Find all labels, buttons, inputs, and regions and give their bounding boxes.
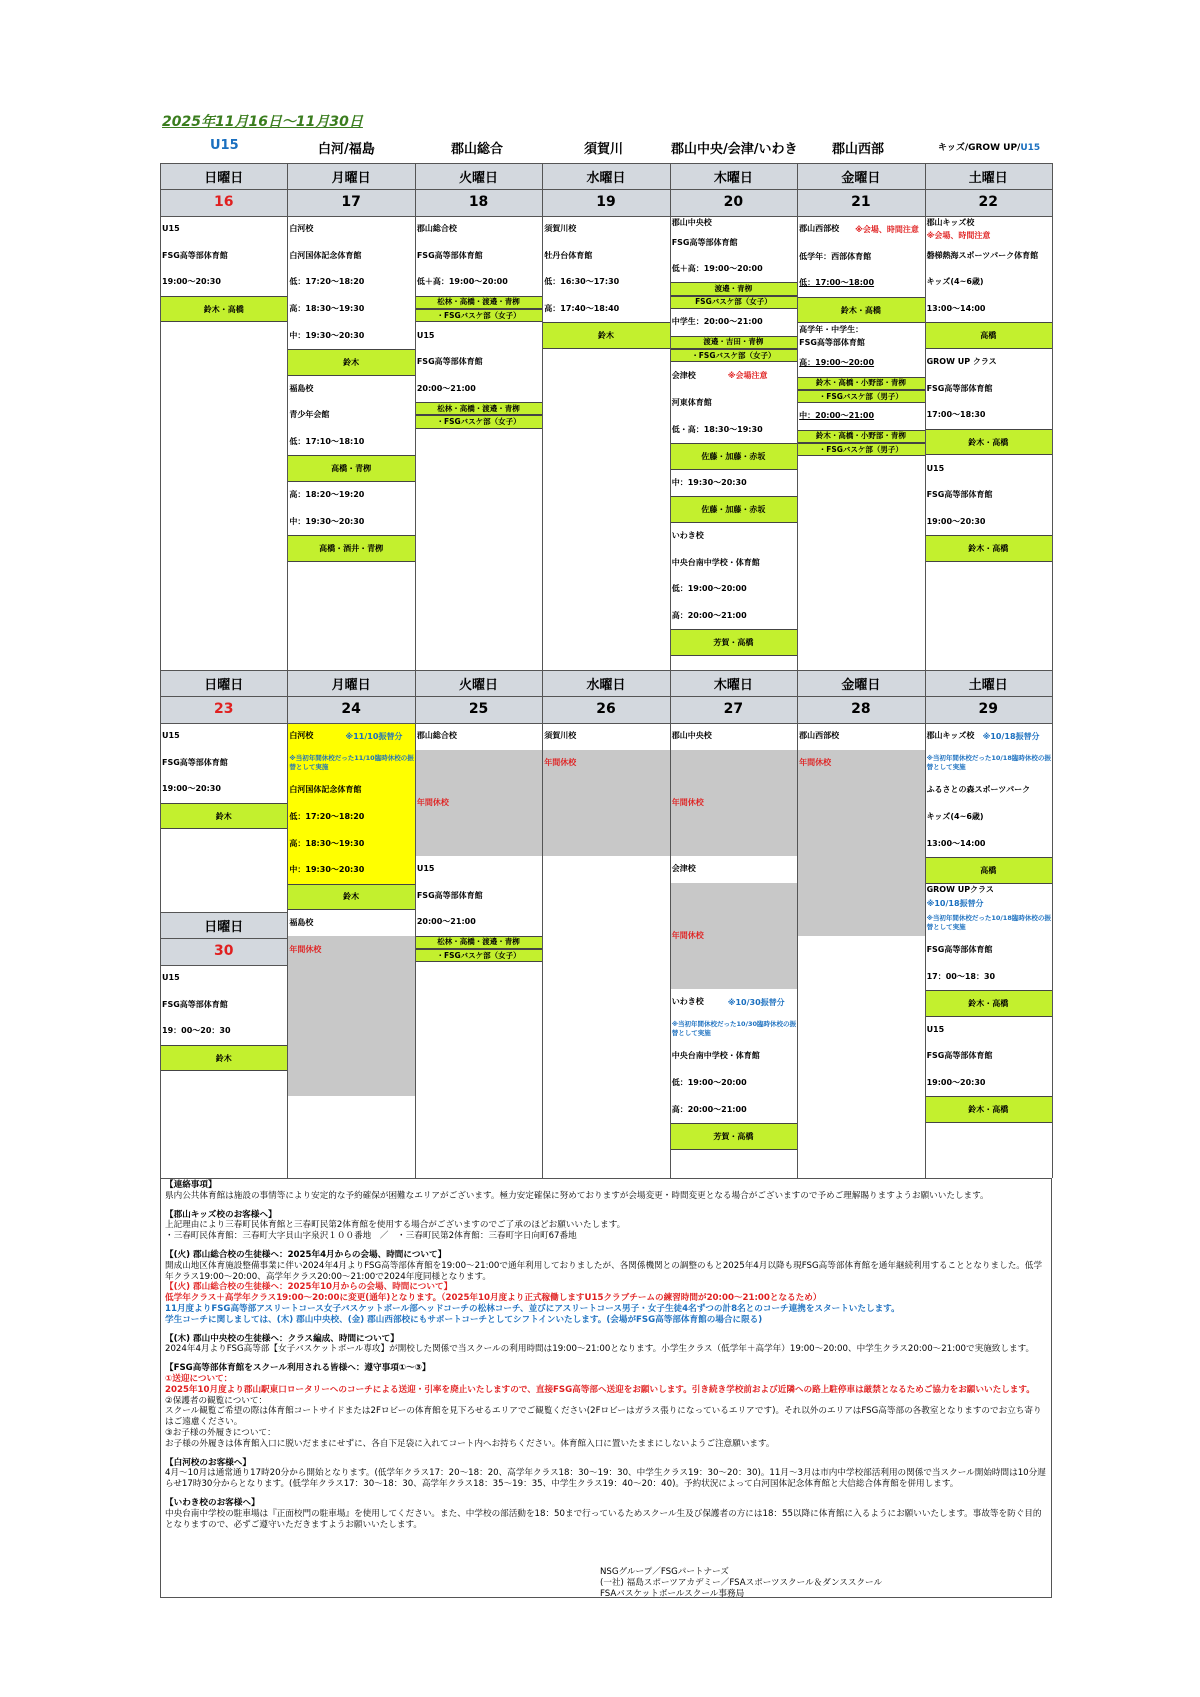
date-label: 17	[341, 194, 361, 210]
day-cell	[670, 216, 797, 656]
weekday-label: 日曜日	[204, 678, 244, 693]
grid-line	[1052, 163, 1053, 1178]
weekday-label: 土曜日	[968, 678, 1008, 693]
schedule-line: 低：17:10～18:10	[289, 437, 365, 447]
schedule-line: 会津校	[671, 864, 696, 874]
schedule-line: 19:00～20:30	[926, 1078, 986, 1088]
note-heading: 【FSG高等部体育館をスクール利用される皆様へ：遵守事項①～③】	[165, 1363, 431, 1374]
schedule-line: 17：00～18：30	[926, 971, 996, 981]
schedule-line: FSG高等部体育館	[162, 999, 228, 1009]
signature-line: NSGグループ／FSGパートナーズ	[600, 1567, 729, 1577]
signature-line: (一社) 福島スポーツアカデミー／FSAスポーツスクール＆ダンススクール	[600, 1578, 883, 1588]
schedule-line: FSG高等部体育館	[162, 757, 228, 767]
note-text-red: 2025年10月度より郡山駅東口ロータリーへのコーチによる送迎・引率を廃止いたしますので、直接FSG高等部へ送迎をお願いします。引き続き学校前および近隣への路上駐停車は厳禁となるためご協力をお願いいたします。	[165, 1384, 1035, 1395]
schedule-line: 須賀川校	[544, 731, 577, 741]
schedule-line: 低＋高：19:00～20:00	[671, 264, 763, 274]
branch-legend	[160, 136, 1052, 158]
schedule-line: 高学年・中学生：	[799, 325, 864, 335]
weekday-label: 水曜日	[586, 678, 626, 693]
grid-line	[160, 670, 1052, 671]
schedule-line: 中学生：20:00～21:00	[671, 317, 763, 327]
schedule-line: 低・高：18:30～19:30	[671, 424, 763, 434]
schedule-line: いわき校	[671, 531, 704, 541]
schedule-line: ※当初年間休校だった10/18臨時休校の振替として実施	[926, 913, 1051, 931]
day-cell	[415, 216, 542, 429]
schedule-line: 白河国体記念体育館	[289, 250, 362, 260]
schedule-line: 年間休校	[544, 757, 577, 767]
schedule-line: 中央台南中学校・体育館	[671, 1051, 760, 1061]
branch-kids-growup-u15: キッズ/GROW UP/U15	[938, 143, 1041, 153]
schedule-line: いわき校	[671, 997, 704, 1007]
schedule-line: 郡山中央校	[671, 731, 712, 741]
schedule-line: GROW UPクラス	[926, 885, 994, 895]
schedule-line: 高：18:20～19:20	[289, 490, 365, 500]
branch-koriyama-sogo: 郡山総合	[451, 142, 504, 157]
branch-shirakawa-fukushima: 白河/福島	[318, 142, 375, 157]
schedule-line: U15	[416, 330, 435, 340]
schedule-line: 高：20:00～21:00	[671, 1104, 747, 1114]
date-label: 28	[851, 701, 871, 717]
schedule-line: 中：20:00～21:00	[799, 411, 875, 421]
weekday-label: 月曜日	[331, 171, 371, 186]
date-label: 23	[213, 701, 234, 717]
note-heading: 【いわき校のお客様へ】	[165, 1497, 260, 1508]
schedule-line: 13:00～14:00	[926, 304, 986, 314]
staff-label: ・FSGバスケ部（女子）	[415, 949, 542, 962]
schedule-line: ※10/18振替分	[926, 898, 984, 908]
schedule-line: 郡山中央校	[671, 217, 712, 227]
schedule-line: 19:00～20:30	[926, 516, 986, 526]
staff-label: 鈴木	[160, 803, 287, 830]
schedule-line: 中央台南中学校・体育館	[671, 557, 760, 567]
schedule-line: 河東体育館	[671, 398, 712, 408]
closed-block	[797, 750, 924, 936]
weekday-label: 木曜日	[713, 678, 753, 693]
schedule-line: 高：20:00～21:00	[671, 610, 747, 620]
grid-line	[160, 696, 1052, 697]
schedule-line: 郡山西部校	[799, 224, 840, 234]
note-text: 県内公共体育館は施設の事情等により安定的な予約確保が困難なエリアがございます。極力安定確保に努めておりますが会場変更・時間変更となる場合がございますので予めご理解賜りますようお願いいたします。	[165, 1190, 989, 1201]
schedule-line: U15	[162, 731, 180, 741]
note-text: ②保護者の観覧について：	[165, 1395, 268, 1406]
schedule-line: FSG高等部体育館	[416, 890, 483, 900]
schedule-line: 会津校	[671, 370, 696, 380]
branch-koriyama-chuo-aizu-iwaki: 郡山中央/会津/いわき	[671, 142, 798, 157]
schedule-line: 白河校	[289, 224, 314, 234]
weekday-label: 火曜日	[459, 678, 499, 693]
schedule-line: ※10/30振替分	[727, 998, 785, 1008]
schedule-line: 13:00～14:00	[926, 838, 986, 848]
schedule-line: 低：17:20～18:20	[289, 277, 365, 287]
staff-label: 松林・高橋・渡邉・青栁	[415, 402, 542, 415]
schedule-line: 19:00～20:30	[162, 784, 221, 794]
note-text: ③お子様の外履きについて：	[165, 1427, 276, 1438]
schedule-line: 中：19:30～20:30	[671, 477, 747, 487]
note-heading: 【(火) 郡山総合校の生徒様へ：2025年4月からの会場、時間について】	[165, 1249, 447, 1260]
schedule-period-title: 2025年11月16日～11月30日	[162, 114, 363, 130]
staff-label: 鈴木・高橋	[160, 296, 287, 323]
schedule-line: ※当初年間休校だった10/18臨時休校の振替として実施	[926, 754, 1051, 772]
schedule-line: 19:00～20:30	[162, 277, 221, 287]
weekday-label: 木曜日	[713, 171, 753, 186]
date-label: 29	[978, 701, 999, 717]
schedule-line: 17:00～18:30	[926, 410, 986, 420]
schedule-line: 低学年：西部体育館	[799, 251, 872, 261]
day-cell	[415, 723, 542, 962]
staff-label: 高橋	[925, 857, 1052, 884]
branch-koriyama-seibu: 郡山西部	[832, 142, 885, 157]
weekday-label: 日曜日	[204, 171, 244, 186]
staff-label: ・FSGバスケ部（女子）	[670, 349, 797, 362]
weekday-label: 金曜日	[841, 171, 881, 186]
schedule-line: U15	[416, 864, 435, 874]
date-label: 27	[723, 701, 744, 717]
note-text: 中央台南中学校の駐車場は『正面校門の駐車場』を使用してください。また、中学校の部活動を18：50まで行っているためスクール生及び保護者の方には18：55以降に体育館に入るようにお願いいたします。事故等を防ぐ目的となりますので、必ずご遵守いただきますようお願いいたします。	[165, 1508, 1042, 1530]
note-text: 4月～10月は通常通り17時20分から開始となります。(低学年クラス17：20～18：20、高学年クラス18：30～19：30、中学生クラス19：30～20：30)。11月～3月は市内中学校部活利用の関係で当スクール開始時間は10分遅らせ17時30分からとなります。(低学年クラス17：30～18：30、高学年クラス18：35～19：35、中学生クラス19：40～20：40)。予約状況によって白河国体記念体育館と大信総合体育館を併用します。	[165, 1468, 1046, 1490]
note-heading: 【郡山キッズ校のお客様へ】	[165, 1209, 277, 1220]
date-label: 24	[341, 701, 361, 717]
staff-label: 松林・高橋・渡邉・青栁	[415, 936, 542, 949]
schedule-line: FSG高等部体育館	[162, 250, 228, 260]
schedule-line: 須賀川校	[544, 224, 577, 234]
date-label: 18	[468, 194, 489, 210]
staff-label: 高橋	[925, 322, 1052, 349]
note-text-blue: 11月度よりFSG高等部アスリートコース女子バスケットボール部ヘッドコーチの松林コーチ、並びにアスリートコース男子・女子生徒4名ずつの計8名とのコーチ連携をスタートいたします。	[165, 1303, 900, 1314]
schedule-line: U15	[926, 1024, 945, 1034]
schedule-line: 低：19:00～20:00	[671, 1078, 747, 1088]
date-label: 20	[723, 194, 744, 210]
schedule-line: FSG高等部体育館	[671, 237, 738, 247]
schedule-line: 郡山キッズ校	[926, 217, 975, 227]
day-cell	[287, 216, 414, 562]
staff-label: ・FSGバスケ部（男子）	[797, 443, 924, 456]
note-text-blue: 学生コーチに関しましては、(木) 郡山中央校、(金) 郡山西部校にもサポートコーチとしてシフトインいたします。(会場がFSG高等部体育館の場合に限る)	[165, 1314, 763, 1325]
schedule-line: FSG高等部体育館	[416, 357, 483, 367]
schedule-line: ※当初年間休校だった11/10臨時休校の振替として実施	[289, 754, 414, 772]
staff-label: 鈴木・高橋	[797, 297, 924, 324]
day-cell	[542, 723, 669, 776]
signature-line: FSAバスケットボールスクール事務局	[600, 1589, 745, 1599]
staff-label: 渡邉・青栁	[670, 282, 797, 295]
schedule-line: 郡山キッズ校	[926, 731, 975, 741]
grid-line	[160, 912, 287, 913]
note-heading: 【(木) 郡山中央校の生徒様へ：クラス編成、時間について】	[165, 1333, 399, 1344]
schedule-line: 年間休校	[416, 797, 449, 807]
note-text-red: ①送迎について：	[165, 1373, 233, 1384]
schedule-line: 年間休校	[671, 797, 704, 807]
schedule-line: ※11/10振替分	[345, 732, 403, 742]
date-label: 21	[851, 194, 871, 210]
schedule-line: 低：16:30～17:30	[544, 277, 620, 287]
schedule-line: GROW UP クラス	[926, 357, 997, 367]
note-heading: 【白河校のお客様へ】	[165, 1457, 251, 1468]
schedule-line: 白河国体記念体育館	[289, 785, 362, 795]
note-heading-red: 【(火) 郡山総合校の生徒様へ：2025年10月からの会場、時間について】	[165, 1282, 453, 1293]
date-label: 22	[978, 194, 999, 210]
day-cell	[670, 723, 797, 1150]
staff-label: 鈴木	[287, 884, 414, 911]
staff-label: 鈴木・高橋	[925, 1096, 1052, 1123]
weekday-label: 火曜日	[459, 171, 499, 186]
note-text: 開成山地区体育施設整備事業に伴い2024年4月よりFSG高等部体育館を19:00～21:00で通年利用しておりましたが、各関係機関との調整のもと2025年4月以降も現FSG高等部体育館を通年継続利用することとなりました。低学年クラス19:00～20:00、高学年クラス20:00～21:00で2024年度同様となります。	[165, 1260, 1043, 1282]
schedule-line: 磐梯熱海スポーツパーク体育館	[926, 250, 1039, 260]
schedule-line: 高：19:00～20:00	[799, 358, 875, 368]
staff-label: 鈴木	[160, 1045, 287, 1072]
staff-label: 鈴木・高橋	[925, 535, 1052, 562]
weekday-label: 土曜日	[968, 171, 1008, 186]
schedule-line: 白河校	[289, 731, 314, 741]
note-text-red: 低学年クラス＋高学年クラス19:00～20:00に変更(通年)となります。（2025年10月度より正式稼働しますU15クラブチームの練習時間が20:00～21:00となるため）	[165, 1293, 822, 1304]
schedule-line: ※10/18振替分	[982, 732, 1040, 742]
weekday-label: 水曜日	[586, 171, 626, 186]
schedule-line: キッズ(4~6歳)	[926, 277, 984, 287]
note-text: お子様の外履きは体育館入口に脱いだままにせずに、各自下足袋に入れてコート内へお持ちください。体育館入口に置いたままにしないようご注意願います。	[165, 1438, 775, 1449]
schedule-line: 福島校	[289, 918, 314, 928]
schedule-line: 19：00～20：30	[162, 1026, 231, 1036]
grid-line	[160, 163, 1052, 164]
schedule-line: ※会場、時間注意	[926, 230, 991, 240]
staff-label: FSGバスケ部（女子）	[670, 296, 797, 309]
staff-label: 芳賀・高橋	[670, 629, 797, 656]
staff-label: ・FSGバスケ部（女子）	[415, 415, 542, 428]
schedule-line: 年間休校	[289, 945, 322, 955]
date-label: 16	[213, 194, 234, 210]
note-text: ・三春町民体育館：三春町大字貝山字泉沢１００番地 ／ ・三春町民第2体育館：三春町字日向町67番地	[165, 1231, 577, 1242]
schedule-line: 郡山総合校	[416, 224, 457, 234]
schedule-line: 郡山総合校	[416, 731, 457, 741]
note-text: スクール観覧ご希望の際は体育館コートサイドまたは2Fロビーの体育館を見下ろせるエリアでご観覧ください(2Fロビーはガラス張りになっているエリアです)。それ以外のエリアはFSG高等部の各教室となりますのでお立ち寄りはご遠慮ください。	[165, 1406, 1042, 1428]
day-cell	[925, 216, 1052, 562]
day-cell	[287, 723, 414, 963]
schedule-line: 牡丹台体育館	[544, 250, 593, 260]
date-label: 30	[213, 943, 234, 959]
schedule-line: 低：19:00～20:00	[671, 584, 747, 594]
weekday-label: 金曜日	[841, 678, 881, 693]
schedule-line: U15	[162, 973, 180, 983]
day-cell	[797, 723, 924, 776]
note-heading: 【連絡事項】	[165, 1180, 217, 1190]
schedule-line: キッズ(4~6歳)	[926, 812, 984, 822]
schedule-line: FSG高等部体育館	[926, 490, 993, 500]
date-label: 26	[596, 701, 616, 717]
day-cell	[542, 216, 669, 349]
schedule-line: FSG高等部体育館	[799, 338, 865, 348]
schedule-line: 20:00～21:00	[416, 917, 476, 927]
branch-sukagawa: 須賀川	[584, 142, 624, 157]
staff-label: 鈴木・高橋・小野部・青栁	[797, 377, 924, 390]
schedule-line: 高：18:30～19:30	[289, 838, 365, 848]
schedule-line: FSG高等部体育館	[416, 250, 483, 260]
day-cell	[797, 216, 924, 456]
schedule-line: FSG高等部体育館	[926, 945, 993, 955]
grid-line	[160, 189, 1052, 190]
staff-label: 鈴木・高橋・小野部・青栁	[797, 430, 924, 443]
staff-label: 松林・高橋・渡邉・青栁	[415, 296, 542, 309]
date-label: 19	[596, 194, 616, 210]
staff-label: 芳賀・高橋	[670, 1123, 797, 1150]
date-label: 25	[468, 701, 489, 717]
weekday-label: 日曜日	[204, 920, 244, 935]
staff-label: 佐藤・加藤・赤坂	[670, 496, 797, 523]
schedule-line: ふるさとの森スポーツパーク	[926, 785, 1031, 795]
schedule-line: 高：17:40～18:40	[544, 304, 620, 314]
schedule-line: ※会場注意	[727, 371, 768, 381]
grid-line	[160, 216, 1052, 217]
schedule-line: 中：19:30～20:30	[289, 330, 365, 340]
schedule-line: 年間休校	[671, 930, 704, 940]
schedule-line: 福島校	[289, 383, 314, 393]
staff-label: 高橋・青栁	[287, 455, 414, 482]
schedule-line: ※当初年間休校だった10/30臨時休校の振替として実施	[671, 1020, 796, 1038]
schedule-line: 郡山西部校	[799, 731, 840, 741]
branch-u15: U15	[210, 138, 239, 153]
schedule-line: 年間休校	[799, 757, 832, 767]
schedule-calendar	[160, 163, 1052, 1178]
grid-line	[160, 965, 287, 966]
staff-label: 鈴木	[542, 322, 669, 349]
day-cell	[160, 965, 287, 1071]
day-cell	[160, 216, 287, 322]
note-text: 上記理由により三春町民体育館と三春町民第2体育館を使用する場合がございますのでご了承のほどお願いいたします。	[165, 1220, 626, 1231]
staff-label: ・FSGバスケ部（女子）	[415, 309, 542, 322]
schedule-line: FSG高等部体育館	[926, 383, 993, 393]
note-text: 2024年4月よりFSG高等部【女子バスケットボール専攻】が開校した関係で当スクールの利用時間は19:00～21:00となります。小学生クラス（低学年＋高学年）19:00～20:00、中学生クラス20:00～21:00で実施致します。	[165, 1344, 1035, 1355]
schedule-line: 中：19:30～20:30	[289, 865, 365, 875]
schedule-line: 青少年会館	[289, 410, 330, 420]
schedule-line: U15	[926, 463, 945, 473]
schedule-line: FSG高等部体育館	[926, 1051, 993, 1061]
staff-label: 鈴木	[287, 349, 414, 376]
schedule-line: 低：17:00～18:00	[799, 278, 875, 288]
schedule-line: 低：17:20～18:20	[289, 812, 365, 822]
notes-section	[160, 1178, 1052, 1598]
staff-label: 鈴木・高橋	[925, 990, 1052, 1017]
schedule-line: 高：18:30～19:30	[289, 304, 365, 314]
schedule-line: 20:00～21:00	[416, 383, 476, 393]
staff-label: 高橋・酒井・青栁	[287, 535, 414, 562]
schedule-line: U15	[162, 224, 180, 234]
day-cell	[160, 723, 287, 829]
schedule-line: ※会場、時間注意	[855, 225, 919, 235]
staff-label: 鈴木・高橋	[925, 429, 1052, 456]
schedule-line: 中：19:30～20:30	[289, 516, 365, 526]
staff-label: ・FSGバスケ部（男子）	[797, 390, 924, 403]
schedule-line: 低＋高：19:00～20:00	[416, 277, 508, 287]
day-cell	[925, 723, 1052, 1123]
grid-line	[160, 723, 1052, 724]
staff-label: 佐藤・加藤・赤坂	[670, 443, 797, 470]
grid-line	[160, 938, 287, 939]
staff-label: 渡邉・吉田・青栁	[670, 336, 797, 349]
weekday-label: 月曜日	[331, 678, 371, 693]
